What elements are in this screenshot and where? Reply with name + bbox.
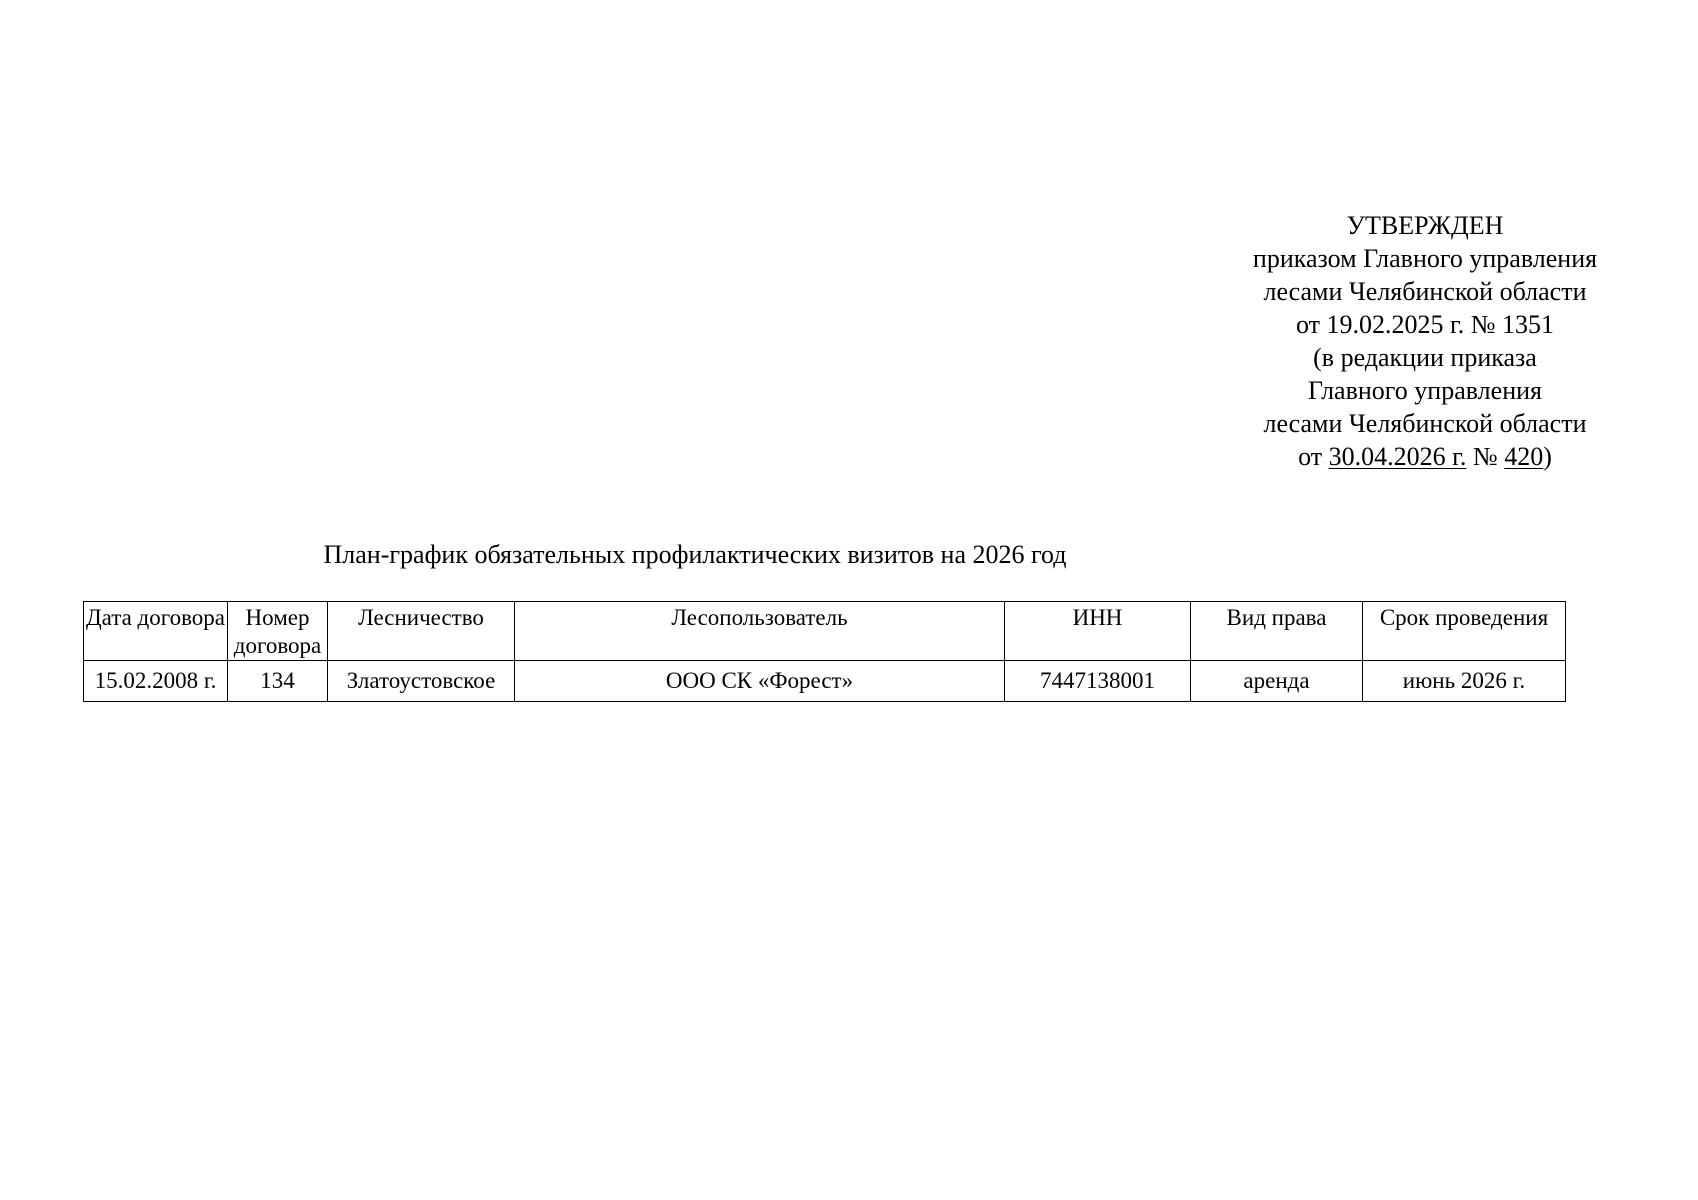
header-right-type: Вид права bbox=[1191, 602, 1363, 661]
amend-no-label: № bbox=[1466, 442, 1505, 471]
header-period: Срок проведения bbox=[1363, 602, 1566, 661]
header-contract-number: Номер договора bbox=[228, 602, 328, 661]
approval-line: приказом Главного управления bbox=[1252, 244, 1598, 273]
approval-heading: УТВЕРЖДЕН bbox=[1346, 211, 1504, 240]
cell-contract-date: 15.02.2008 г. bbox=[84, 661, 228, 702]
cell-period: июнь 2026 г. bbox=[1363, 661, 1566, 702]
header-contract-date: Дата договора bbox=[84, 602, 228, 661]
cell-inn: 7447138001 bbox=[1005, 661, 1191, 702]
approval-line: Главного управления bbox=[1308, 376, 1542, 405]
approval-line: лесами Челябинской области bbox=[1263, 277, 1587, 306]
visit-schedule-table bbox=[83, 601, 1566, 702]
header-forestry: Лесничество bbox=[328, 602, 515, 661]
amend-prefix: от bbox=[1298, 442, 1329, 471]
cell-forest-user: ООО СК «Форест» bbox=[515, 661, 1005, 702]
header-inn: ИНН bbox=[1005, 602, 1191, 661]
cell-right-type: аренда bbox=[1191, 661, 1363, 702]
header-forest-user: Лесопользователь bbox=[515, 602, 1005, 661]
approval-stamp bbox=[1180, 209, 1670, 473]
table-header-row bbox=[84, 602, 1566, 661]
cell-forestry: Златоустовское bbox=[328, 661, 515, 702]
cell-contract-number: 134 bbox=[228, 661, 328, 702]
approval-line: лесами Челябинской области bbox=[1263, 409, 1587, 438]
amend-number: 420 bbox=[1504, 442, 1544, 471]
amend-suffix: ) bbox=[1543, 442, 1552, 471]
table-row bbox=[84, 661, 1566, 702]
amendment-order-ref bbox=[1180, 440, 1670, 473]
approval-line: (в редакции приказа bbox=[1313, 343, 1537, 372]
approval-order-ref: от 19.02.2025 г. № 1351 bbox=[1295, 310, 1555, 339]
document-title: План-график обязательных профилактических визитов на 2026 год bbox=[323, 540, 1067, 569]
amend-date: 30.04.2026 г. bbox=[1328, 442, 1467, 471]
